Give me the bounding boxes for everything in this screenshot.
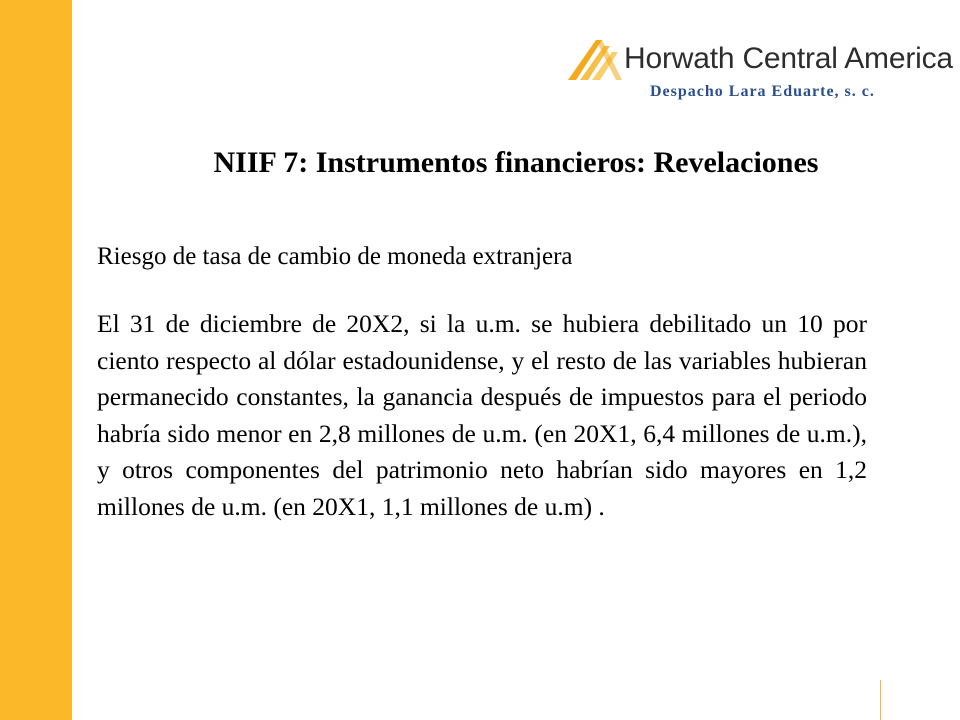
section-heading: Riesgo de tasa de cambio de moneda extranjera xyxy=(97,243,573,270)
firm-name: Despacho Lara Eduarte, s. c. xyxy=(650,83,875,100)
page-title: NIIF 7: Instrumentos financieros: Revelaciones xyxy=(213,146,819,179)
horwath-logo-icon xyxy=(566,38,622,82)
left-accent-bar xyxy=(0,0,72,720)
company-logo xyxy=(566,38,953,88)
company-name: Horwath Central America xyxy=(624,42,953,75)
body-paragraph: El 31 de diciembre de 20X2, si la u.m. se hubiera debilitado un 10 por ciento respecto al dólar estadounidense, y el resto de las variables hubieran permanecido constantes, la ganancia después de impuestos para el periodo habría sido menor en 2,8 millones de u.m. (en 20X1, 6,4 millones de u.m.), y otros componentes del patrimonio neto habrían sido mayores en 1,2 millones de u.m. (en 20X1, 1,1 millones de u.m) . xyxy=(97,309,867,521)
footer-divider xyxy=(880,680,881,720)
